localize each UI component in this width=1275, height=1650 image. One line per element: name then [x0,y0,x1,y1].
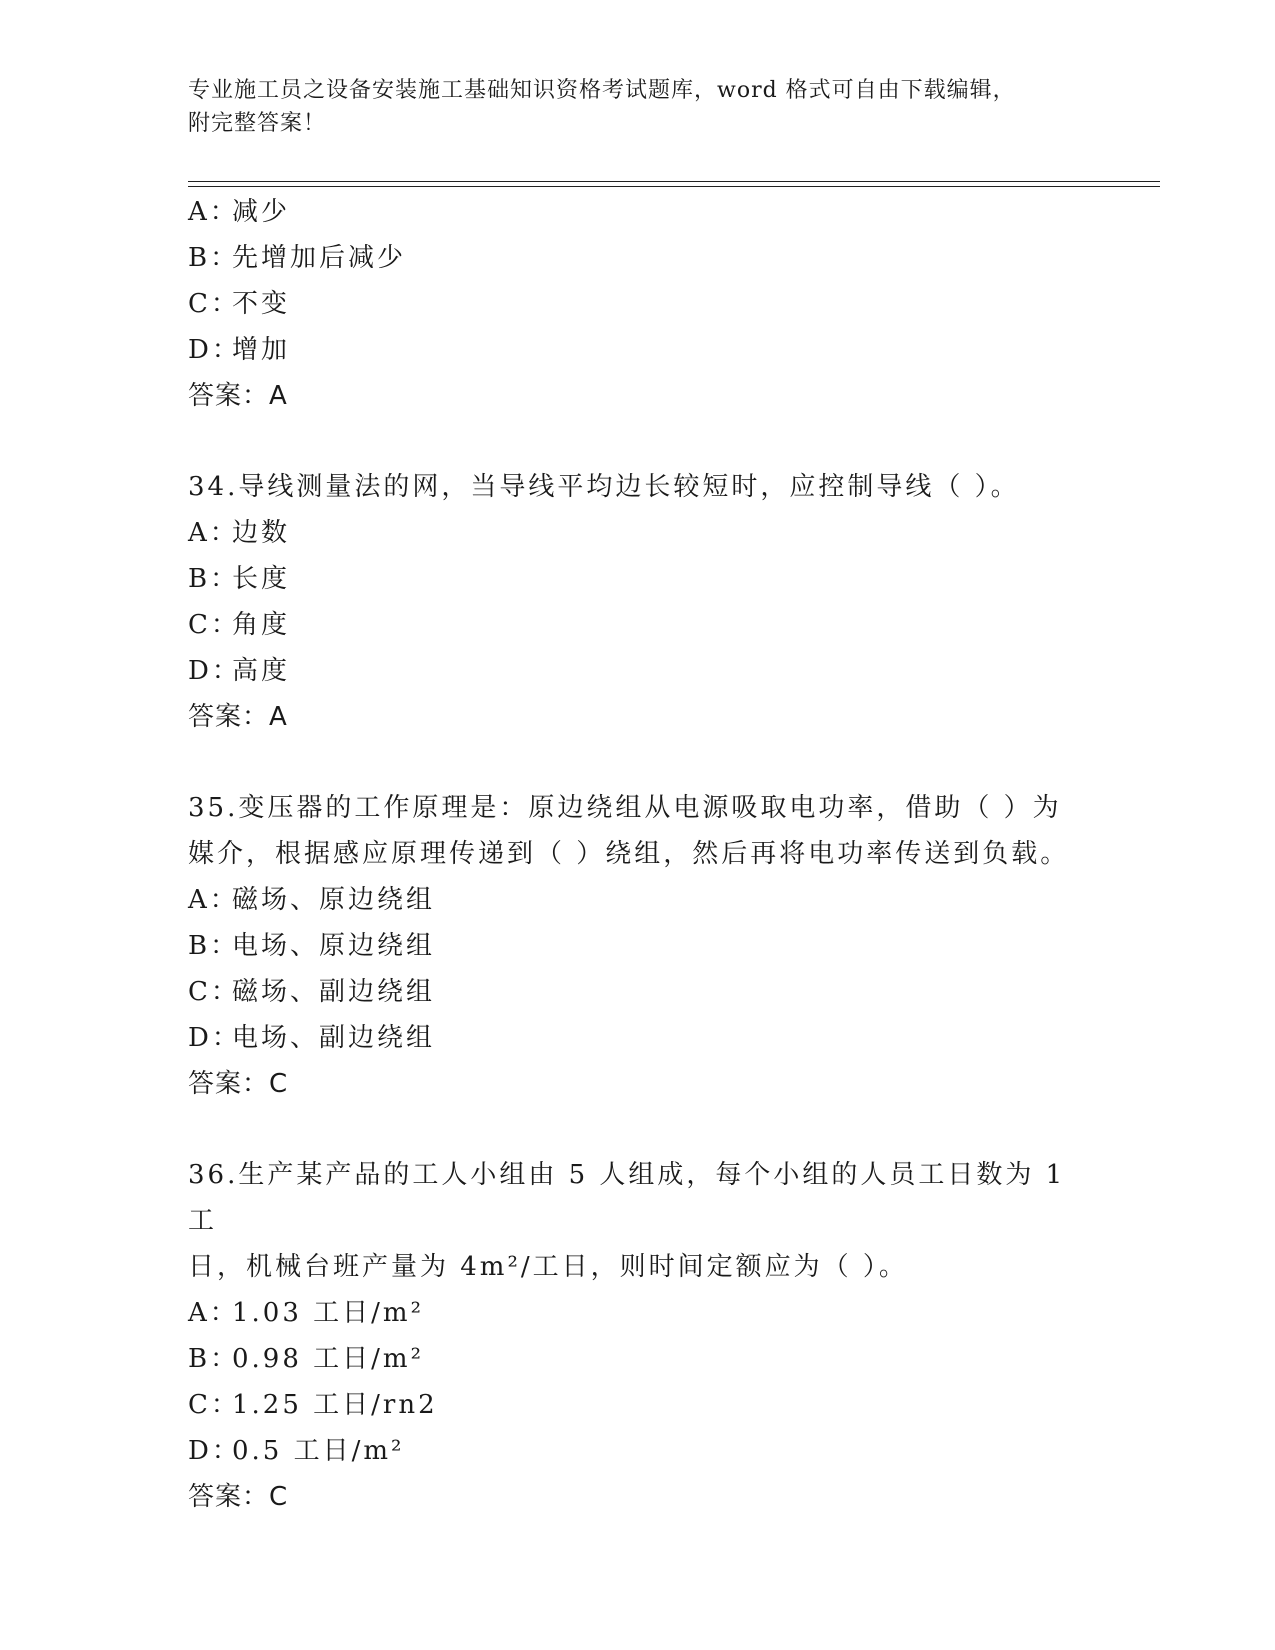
option-c: C：1.25 工日/rn2 [188,1390,438,1420]
header-line-2: 附完整答案！ [188,111,327,136]
option-a: A：减少 [188,197,291,227]
option-b: B：先增加后减少 [188,243,407,273]
option-c: C：磁场、副边绕组 [188,977,436,1007]
option-a: A：1.03 工日/m² [188,1298,424,1328]
question-text-line-1: 35.变压器的工作原理是：原边绕组从电源吸取电功率，借助（ ）为 [188,793,1062,823]
option-b: B：电场、原边绕组 [188,931,436,961]
question-list [188,189,1088,1520]
spacer [188,419,1088,464]
answer-line: 答案：C [188,1482,289,1512]
option-b: B：0.98 工日/m² [188,1344,424,1374]
option-a: A：磁场、原边绕组 [188,885,436,915]
question-text-line-2: 媒介，根据感应原理传递到（ ）绕组，然后再将电功率传送到负载。 [188,839,1070,869]
question-text-line-2: 日，机械台班产量为 4m²/工日，则时间定额应为（ ）。 [188,1252,908,1282]
option-a: A：边数 [188,518,291,548]
option-c: C：角度 [188,610,291,640]
question-block-36 [188,1152,1088,1520]
question-text-line-1: 36.生产某产品的工人小组由 5 人组成，每个小组的人员工日数为 1 工 [188,1160,1066,1236]
spacer [188,740,1088,785]
answer-line: 答案：A [188,702,288,732]
option-d: D：电场、副边绕组 [188,1023,436,1053]
header-rule-bottom [188,186,1160,187]
question-block-33 [188,189,1088,419]
option-d: D：0.5 工日/m² [188,1436,405,1466]
option-b: B：长度 [188,564,291,594]
option-d: D：增加 [188,335,291,365]
spacer [188,1107,1088,1152]
header-rule-top [188,181,1160,182]
question-block-35 [188,785,1088,1107]
question-block-34 [188,464,1088,740]
answer-line: 答案：C [188,1069,289,1099]
option-d: D：高度 [188,656,291,686]
document-header [188,74,1088,140]
question-text: 34.导线测量法的网，当导线平均边长较短时，应控制导线（ ）。 [188,472,1020,502]
answer-line: 答案：A [188,381,288,411]
option-c: C：不变 [188,289,291,319]
header-line-1: 专业施工员之设备安装施工基础知识资格考试题库，word 格式可自由下载编辑， [188,78,1016,103]
